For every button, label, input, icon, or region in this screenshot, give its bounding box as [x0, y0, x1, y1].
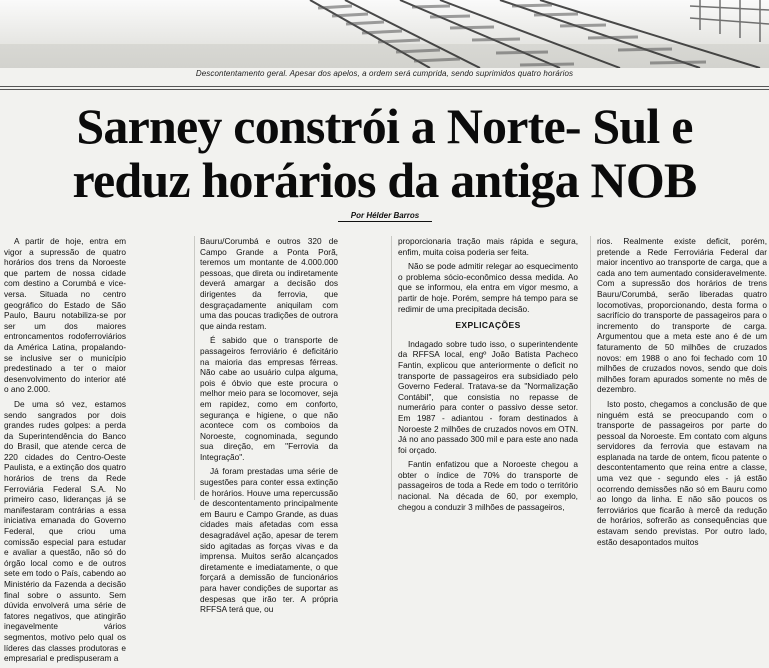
- section-subhead: EXPLICAÇÕES: [455, 320, 521, 331]
- top-rule-thin: [0, 89, 769, 90]
- paragraph: Já foram prestadas uma série de sugestões para conter essa extinção de horários. Houve uma repercussão de descontentamento principalmente em Bauru e Campo Grande, as duas cidades mais afetadas com essa desagradável ação, apesar de terem sido agitadas as forças vivas e da imprensa. Muitos serão alcançados diretamente e imediatamente, o que forçará a demissão de funcionários para haver condições de suportar as despesas que irão ter. A própria RFFSA terá que, ou: [200, 466, 338, 615]
- paragraph: De uma só vez, estamos sendo sangrados por dois grandes rudes golpes: a perda da Superintendência do Banco do Brasil, que atende cerca de 220 cidades do Centro-Oeste Paulista, e a extinção dos quatro horários de trens da Rede Ferroviária Federal S.A. No primeiro caso, lideranças já se manifestaram contrárias a essa iniciativa emanada do Governo Federal, que criou uma comissão especial para estudar e avaliar a questão, não só do órgão local como e de outros sete em todo o País, cabendo ao Ministério da Fazenda a decisão final sobre o assunto. Sem dúvida envolverá uma série de fatores negativos, que atingirão inegavelmente vários segmentos, motivo pelo qual os líderes das classes produtoras e empresarial e predispuseram a: [4, 398, 126, 664]
- paragraph: Bauru/Corumbá e outros 320 de Campo Grande a Ponta Porã, teremos um montante de 4.000.000 pessoas, que direta ou indiretamente deverá amargar a decisão dos dirigentes da ferrovia, que desgraçadamente aniquilam com uma das poucas tradições de outrora que ainda restam.: [200, 236, 338, 331]
- headline-line-2: reduz horários da antiga NOB: [72, 152, 697, 208]
- column-divider: [590, 236, 591, 500]
- top-rule: [0, 86, 769, 87]
- railway-tracks-illustration: [0, 0, 769, 68]
- byline: Por Hélder Barros: [338, 211, 432, 222]
- article-column-3: [398, 236, 578, 516]
- paragraph: Fantin enfatizou que a Noroeste chegou a obter o índice de 70% do transporte de passageiros de toda a Rede em todo o território nacional. Na década de 60, por exemplo, chegou a conduzir 3 milhões de passageiros,: [398, 459, 578, 512]
- paragraph: proporcionaria tração mais rápida e segura, enfim, muita coisa poderia ser feita.: [398, 236, 578, 257]
- column-divider: [391, 236, 392, 500]
- article-column-2: [200, 236, 338, 619]
- paragraph: É sabido que o transporte de passageiros ferroviário é deficitário na maioria das empresas férreas. Não cabe ao usuário culpa alguma, pois é óbvio que este procura o melhor meio para se locomover, seja em rapidez, como em conforto, segurança e higiene, o que não acontece com os comboios da Noroeste, cognominada, segundo sua direção, em "Ferrovia da Integração".: [200, 335, 338, 462]
- paragraph: rios. Realmente existe deficit, porém, pretende a Rede Ferroviária Federal dar maior incentivo ao transporte de carga, que a cada ano tem aumentado consideravelmente. Com a supressão dos horários de trens Bauru/Corumbá, serão liberadas quatro locomotivas, proporcionando, desta forma o sacrifício do transporte de passageiros para o incremento do transporte de carga. Argumentou que a meta este ano é de um faturamento de 50 milhões de cruzados novos: em 1988 o ano foi fechado com 10 milhões de cruzados novos, sendo que dois milhões foram apurados somente no mês de dezembro.: [597, 236, 767, 395]
- paragraph: Indagado sobre tudo isso, o superintendente da RFFSA local, engº João Batista Pacheco Fantin, explicou que anteriormente o deficit no transporte de passageiros era subsidiado pelo Governo Federal. Tratava-se da "Normalização Contábil", que consistia no repasse de numerário para conter o passivo desse setor. Em 1987 - adiantou - foram destinados à Noroeste 2 milhões de cruzados novos em OTN. Já no ano passado 300 mil e para este ano nada foi orçado.: [398, 338, 578, 455]
- photo-caption: Descontentamento geral. Apesar dos apelos, a ordem será cumprida, sendo suprimidos quatro horários: [195, 69, 574, 78]
- article-column-1: [4, 236, 126, 668]
- article-column-4: [597, 236, 767, 551]
- column-divider: [194, 236, 195, 500]
- paragraph: A partir de hoje, entra em vigor a supressão de quatro horários dos trens da Noroeste que partem de nossa cidade com destino a Corumbá e vice-versa. Situada no centro geográfico do Estado de São Paulo, Bauru notabiliza-se por ser um dos maiores entroncamentos rodoferroviários da América Latina, propalando-se inclusive ser o município predestinado a ter o maior desenvolvimento do interior até o ano 2.000.: [4, 236, 126, 395]
- railway-photo: [0, 0, 769, 68]
- paragraph: Isto posto, chegamos a conclusão de que ninguém está se preocupando com o transporte de passageiros por parte do pessoal da Noroeste. Em contato com alguns servidores da ferrovia que estavam na esplanada na tarde de ontem, ficou patente o descontentamento que reina entre a classe, uma vez que - segundo eles - já estão ocorrendo demissões não só em Bauru como ao longo da linha. E não são poucos os ferroviários que ficarão à mercê da redução de horários, sofrerão as consequências que estavam sendo previstas. Por outro lado, estão desapontados muitos: [597, 398, 767, 547]
- paragraph: Não se pode admitir relegar ao esquecimento o problema sócio-econômico dessa medida. Ao que se informou, ela entra em vigor mesmo, a partir de hoje. Porém, sempre há tempo para se redimir de uma precipitada decisão.: [398, 261, 578, 314]
- headline-line-1: Sarney constrói a Norte- Sul e: [76, 98, 693, 154]
